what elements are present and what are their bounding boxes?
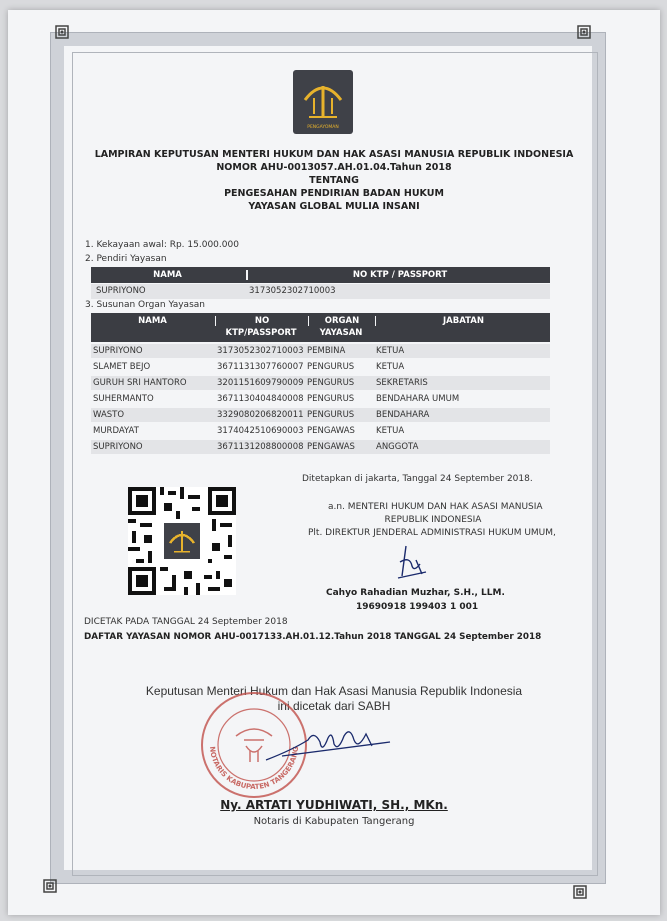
organ-type: PENGAWAS <box>307 426 355 436</box>
organ-label: 3. Susunan Organ Yayasan <box>85 300 205 310</box>
organ-name: GURUH SRI HANTORO <box>93 378 187 388</box>
table-row <box>91 424 550 438</box>
organ-position: KETUA <box>376 426 405 436</box>
organ-position: KETUA <box>376 362 405 372</box>
notary-signature-icon <box>262 720 394 764</box>
organ-name: WASTO <box>93 410 125 420</box>
organ-name: MURDAYAT <box>93 426 139 436</box>
organ-ktp: 3671130404840008 <box>217 394 304 404</box>
organ-ktp: 3174042510690003 <box>217 426 304 436</box>
founders-table-header <box>91 267 550 283</box>
founders-label: 2. Pendiri Yayasan <box>85 254 167 264</box>
decree-subject: PENGESAHAN PENDIRIAN BADAN HUKUM <box>224 188 444 199</box>
organ-ktp: 3173052302710003 <box>217 346 304 356</box>
organ-ktp: 3671131208800008 <box>217 442 304 452</box>
organ-position: SEKRETARIS <box>376 378 428 388</box>
decree-title: LAMPIRAN KEPUTUSAN MENTERI HUKUM DAN HAK ASASI MANUSIA REPUBLIK INDONESIA <box>94 149 574 160</box>
column-nama: NAMA <box>153 270 182 280</box>
organ-position: ANGGOTA <box>376 442 419 452</box>
decree-number: NOMOR AHU-0013057.AH.01.04.Tahun 2018 <box>216 162 452 173</box>
table-row <box>91 284 550 299</box>
decree-tentang: TENTANG <box>309 175 359 186</box>
organ-name: SUPRIYONO <box>93 442 143 452</box>
corner-ornament-icon <box>42 878 58 894</box>
organ-position: BENDAHARA UMUM <box>376 394 460 404</box>
column-no: NO <box>215 316 308 326</box>
founder-name: SUPRIYONO <box>96 286 146 296</box>
on-behalf-line1: a.n. MENTERI HUKUM DAN HAK ASASI MANUSIA <box>328 502 543 512</box>
organ-name: SUHERMANTO <box>93 394 154 404</box>
organ-position: BENDAHARA <box>376 410 430 420</box>
printed-date: DICETAK PADA TANGGAL 24 September 2018 <box>84 617 288 627</box>
registry-number: DAFTAR YAYASAN NOMOR AHU-0017133.AH.01.12.Tahun 2018 TANGGAL 24 September 2018 <box>84 632 542 642</box>
column-ktp: NO KTP / PASSPORT <box>246 270 552 280</box>
notary-name: Ny. ARTATI YUDHIWATI, SH., MKn. <box>220 798 448 812</box>
organ-name: SLAMET BEJO <box>93 362 151 372</box>
organ-type: PENGURUS <box>307 410 355 420</box>
column-jabatan: JABATAN <box>375 316 551 326</box>
signer-name: Cahyo Rahadian Muzhar, S.H., LLM. <box>326 588 505 598</box>
column-yayasan: YAYASAN <box>319 328 363 338</box>
footer-decree-note: Keputusan Menteri Hukum dan Hak Asasi Manusia Republik Indonesia <box>145 684 523 698</box>
column-organ: ORGAN <box>308 316 375 326</box>
on-behalf-line3: Plt. DIREKTUR JENDERAL ADMINISTRASI HUKUM UMUM, <box>308 528 556 538</box>
corner-ornament-icon <box>572 884 588 900</box>
signer-nip: 19690918 199403 1 001 <box>356 602 479 612</box>
table-row <box>91 344 550 358</box>
column-ktp-passport: KTP/PASSPORT <box>225 328 297 338</box>
column-nama: NAMA <box>138 316 167 326</box>
svg-text:PENGAYOMAN: PENGAYOMAN <box>307 125 339 130</box>
qr-code-icon <box>128 487 236 595</box>
on-behalf-line2: REPUBLIK INDONESIA <box>384 515 482 525</box>
pengayoman-logo-icon <box>293 70 353 134</box>
director-signature-icon <box>392 542 432 582</box>
table-row <box>91 360 550 374</box>
founder-ktp: 3173052302710003 <box>249 286 336 296</box>
place-date: Ditetapkan di jakarta, Tanggal 24 September 2018. <box>302 474 533 484</box>
foundation-name: YAYASAN GLOBAL MULIA INSANI <box>248 201 420 212</box>
corner-ornament-icon <box>54 24 70 40</box>
organ-type: PENGURUS <box>307 378 355 388</box>
notary-title: Notaris di Kabupaten Tangerang <box>253 816 415 827</box>
table-row <box>91 408 550 422</box>
organ-type: PENGURUS <box>307 362 355 372</box>
organ-type: PENGURUS <box>307 394 355 404</box>
table-row <box>91 376 550 390</box>
initial-assets: 1. Kekayaan awal: Rp. 15.000.000 <box>85 240 239 250</box>
organ-type: PEMBINA <box>307 346 346 356</box>
organ-type: PENGAWAS <box>307 442 355 452</box>
organ-table-header <box>91 313 550 342</box>
organ-ktp: 3201151609790009 <box>217 378 304 388</box>
footer-print-source: ini dicetak dari SABH <box>277 699 391 713</box>
table-row <box>91 440 550 454</box>
table-row <box>91 392 550 406</box>
svg-text:NOTARIS KABUPATEN TANGERANG: NOTARIS KABUPATEN TANGERANG <box>207 746 301 792</box>
corner-ornament-icon <box>576 24 592 40</box>
organ-ktp: 3329080206820011 <box>217 410 304 420</box>
organ-ktp: 3671131307760007 <box>217 362 304 372</box>
organ-name: SUPRIYONO <box>93 346 143 356</box>
organ-position: KETUA <box>376 346 405 356</box>
